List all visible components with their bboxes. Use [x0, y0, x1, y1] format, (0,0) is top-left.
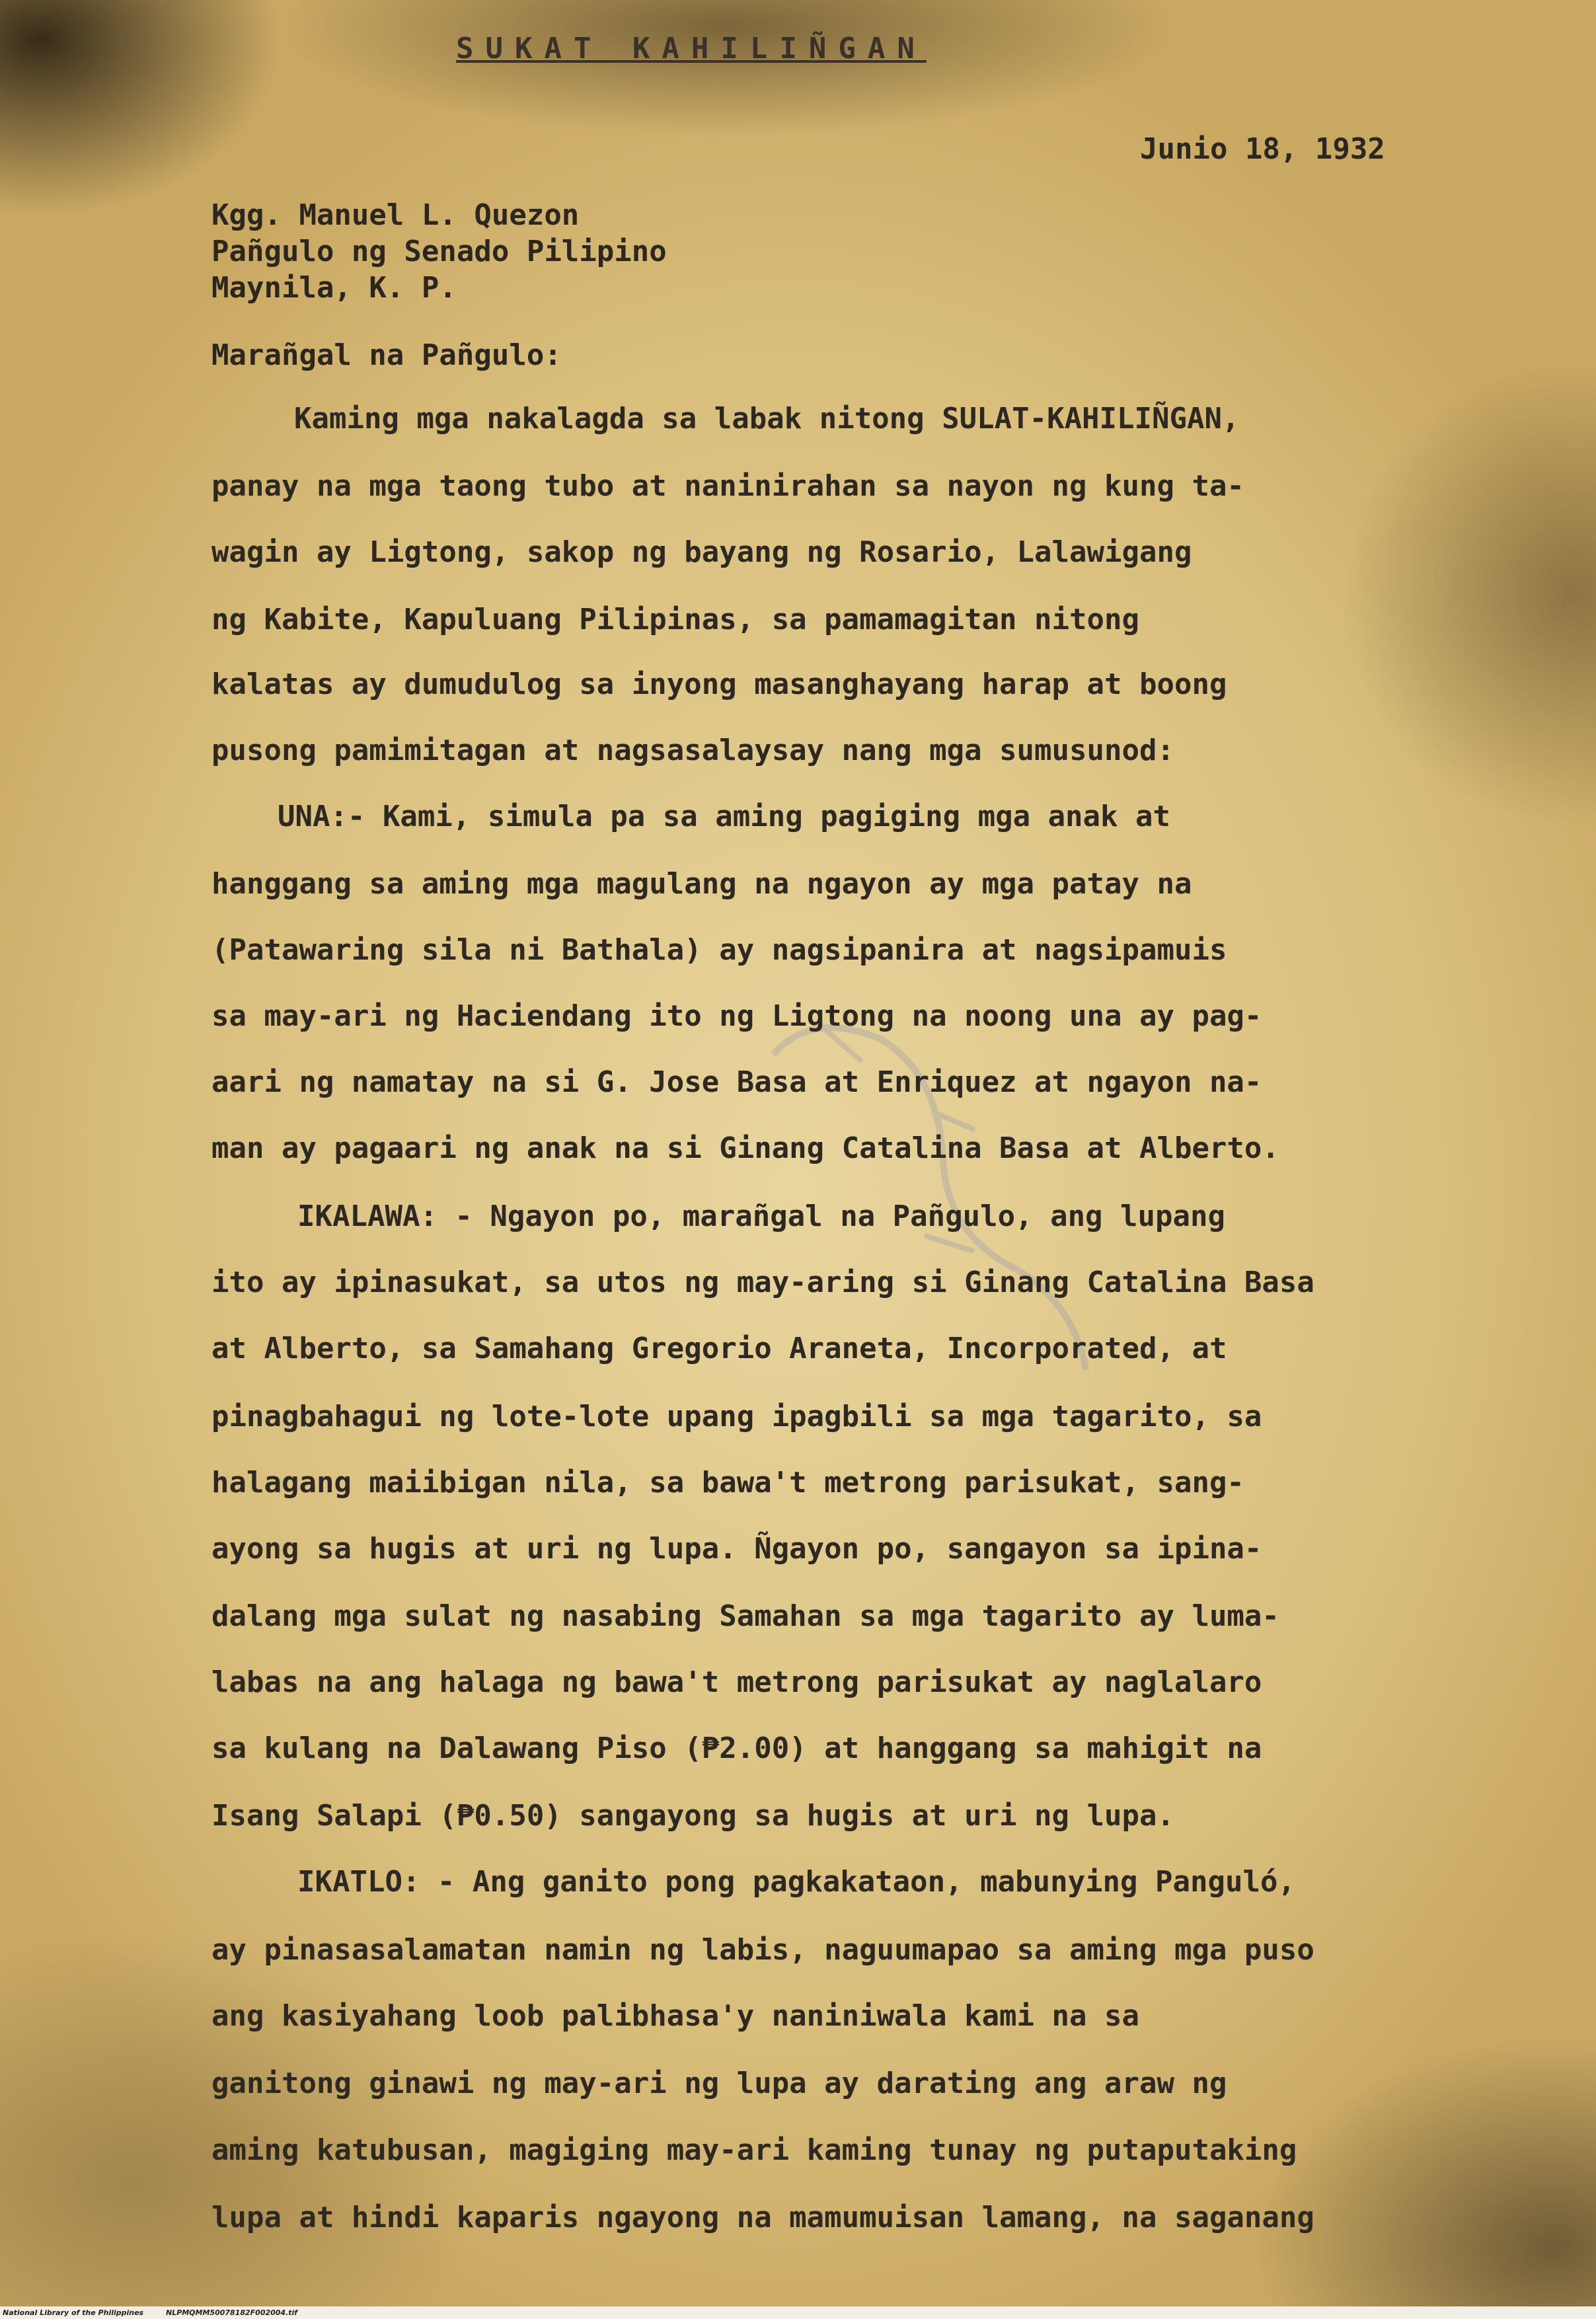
body-line: sa may-ari ng Haciendang ito ng Ligtong na noong una ay pag- — [211, 999, 1262, 1033]
body-line: ang kasiyahang loob palibhasa'y naniniwala kami na sa — [211, 1999, 1139, 2033]
library-credit: National Library of the Philippines — [3, 2308, 144, 2317]
body-line: ay pinasasalamatan namin ng labis, naguumapao sa aming mga puso — [211, 1933, 1314, 1967]
body-line: aari ng namatay na si G. Jose Basa at Enriquez at ngayon na- — [211, 1065, 1262, 1099]
body-line: lupa at hindi kaparis ngayong na mamumuisan lamang, na saganang — [211, 2201, 1314, 2234]
body-line: UNA:- Kami, simula pa sa aming pagiging mga anak at — [278, 800, 1171, 833]
body-line: (Patawaring sila ni Bathala) ay nagsipanira at nagsipamuis — [211, 933, 1227, 967]
body-line: ayong sa hugis at uri ng lupa. Ñgayon po, sangayon sa ipina- — [211, 1532, 1262, 1566]
body-line: at Alberto, sa Samahang Gregorio Araneta, Incorporated, at — [211, 1332, 1227, 1365]
body-line: dalang mga sulat ng nasabing Samahan sa mga tagarito ay luma- — [211, 1599, 1279, 1633]
body-line: panay na mga taong tubo at naninirahan sa nayon ng kung ta- — [211, 469, 1244, 503]
body-line: pusong pamimitagan at nagsasalaysay nang mga sumusunod: — [211, 734, 1174, 767]
body-line: man ay pagaari ng anak na si Ginang Catalina Basa at Alberto. — [211, 1131, 1279, 1165]
body-line: Isang Salapi (₱0.50) sangayong sa hugis at uri ng lupa. — [211, 1799, 1174, 1833]
address-line: Kgg. Manuel L. Quezon — [211, 198, 580, 232]
address-line: Pañgulo ng Senado Pilipino — [211, 235, 667, 268]
body-line: Kaming mga nakalagda sa labak nitong SULAT-KAHILIÑGAN, — [294, 402, 1240, 436]
body-line: ng Kabite, Kapuluang Pilipinas, sa pamamagitan nitong — [211, 603, 1139, 636]
body-line: ito ay ipinasukat, sa utos ng may-aring si Ginang Catalina Basa — [211, 1266, 1314, 1299]
body-line: sa kulang na Dalawang Piso (₱2.00) at hanggang sa mahigit na — [211, 1731, 1262, 1765]
body-line: pinagbahagui ng lote-lote upang ipagbili sa mga tagarito, sa — [211, 1400, 1262, 1433]
letter-date: Junio 18, 1932 — [1140, 132, 1385, 166]
scan-footer — [0, 2306, 1596, 2319]
document-title: SUKAT KAHILIÑGAN — [456, 32, 927, 65]
body-line: IKATLO: - Ang ganito pong pagkakataon, mabunying Panguló, — [297, 1865, 1295, 1899]
scan-filename: NLPMQMM50078182F002004.tif — [165, 2308, 298, 2317]
address-line: Maynila, K. P. — [211, 271, 457, 305]
body-line: ganitong ginawi ng may-ari ng lupa ay darating ang araw ng — [211, 2067, 1227, 2100]
salutation: Marañgal na Pañgulo: — [211, 338, 562, 372]
body-line: IKALAWA: - Ngayon po, marañgal na Pañgulo, ang lupang — [297, 1199, 1225, 1233]
body-line: halagang maiibigan nila, sa bawa't metrong parisukat, sang- — [211, 1466, 1244, 1500]
body-line: hanggang sa aming mga magulang na ngayon ay mga patay na — [211, 867, 1192, 901]
body-line: aming katubusan, magiging may-ari kaming tunay ng putaputaking — [211, 2133, 1297, 2167]
body-line: wagin ay Ligtong, sakop ng bayang ng Rosario, Lalawigang — [211, 535, 1192, 569]
body-line: kalatas ay dumudulog sa inyong masanghayang harap at boong — [211, 667, 1227, 701]
body-line: labas na ang halaga ng bawa't metrong parisukat ay naglalaro — [211, 1665, 1262, 1699]
